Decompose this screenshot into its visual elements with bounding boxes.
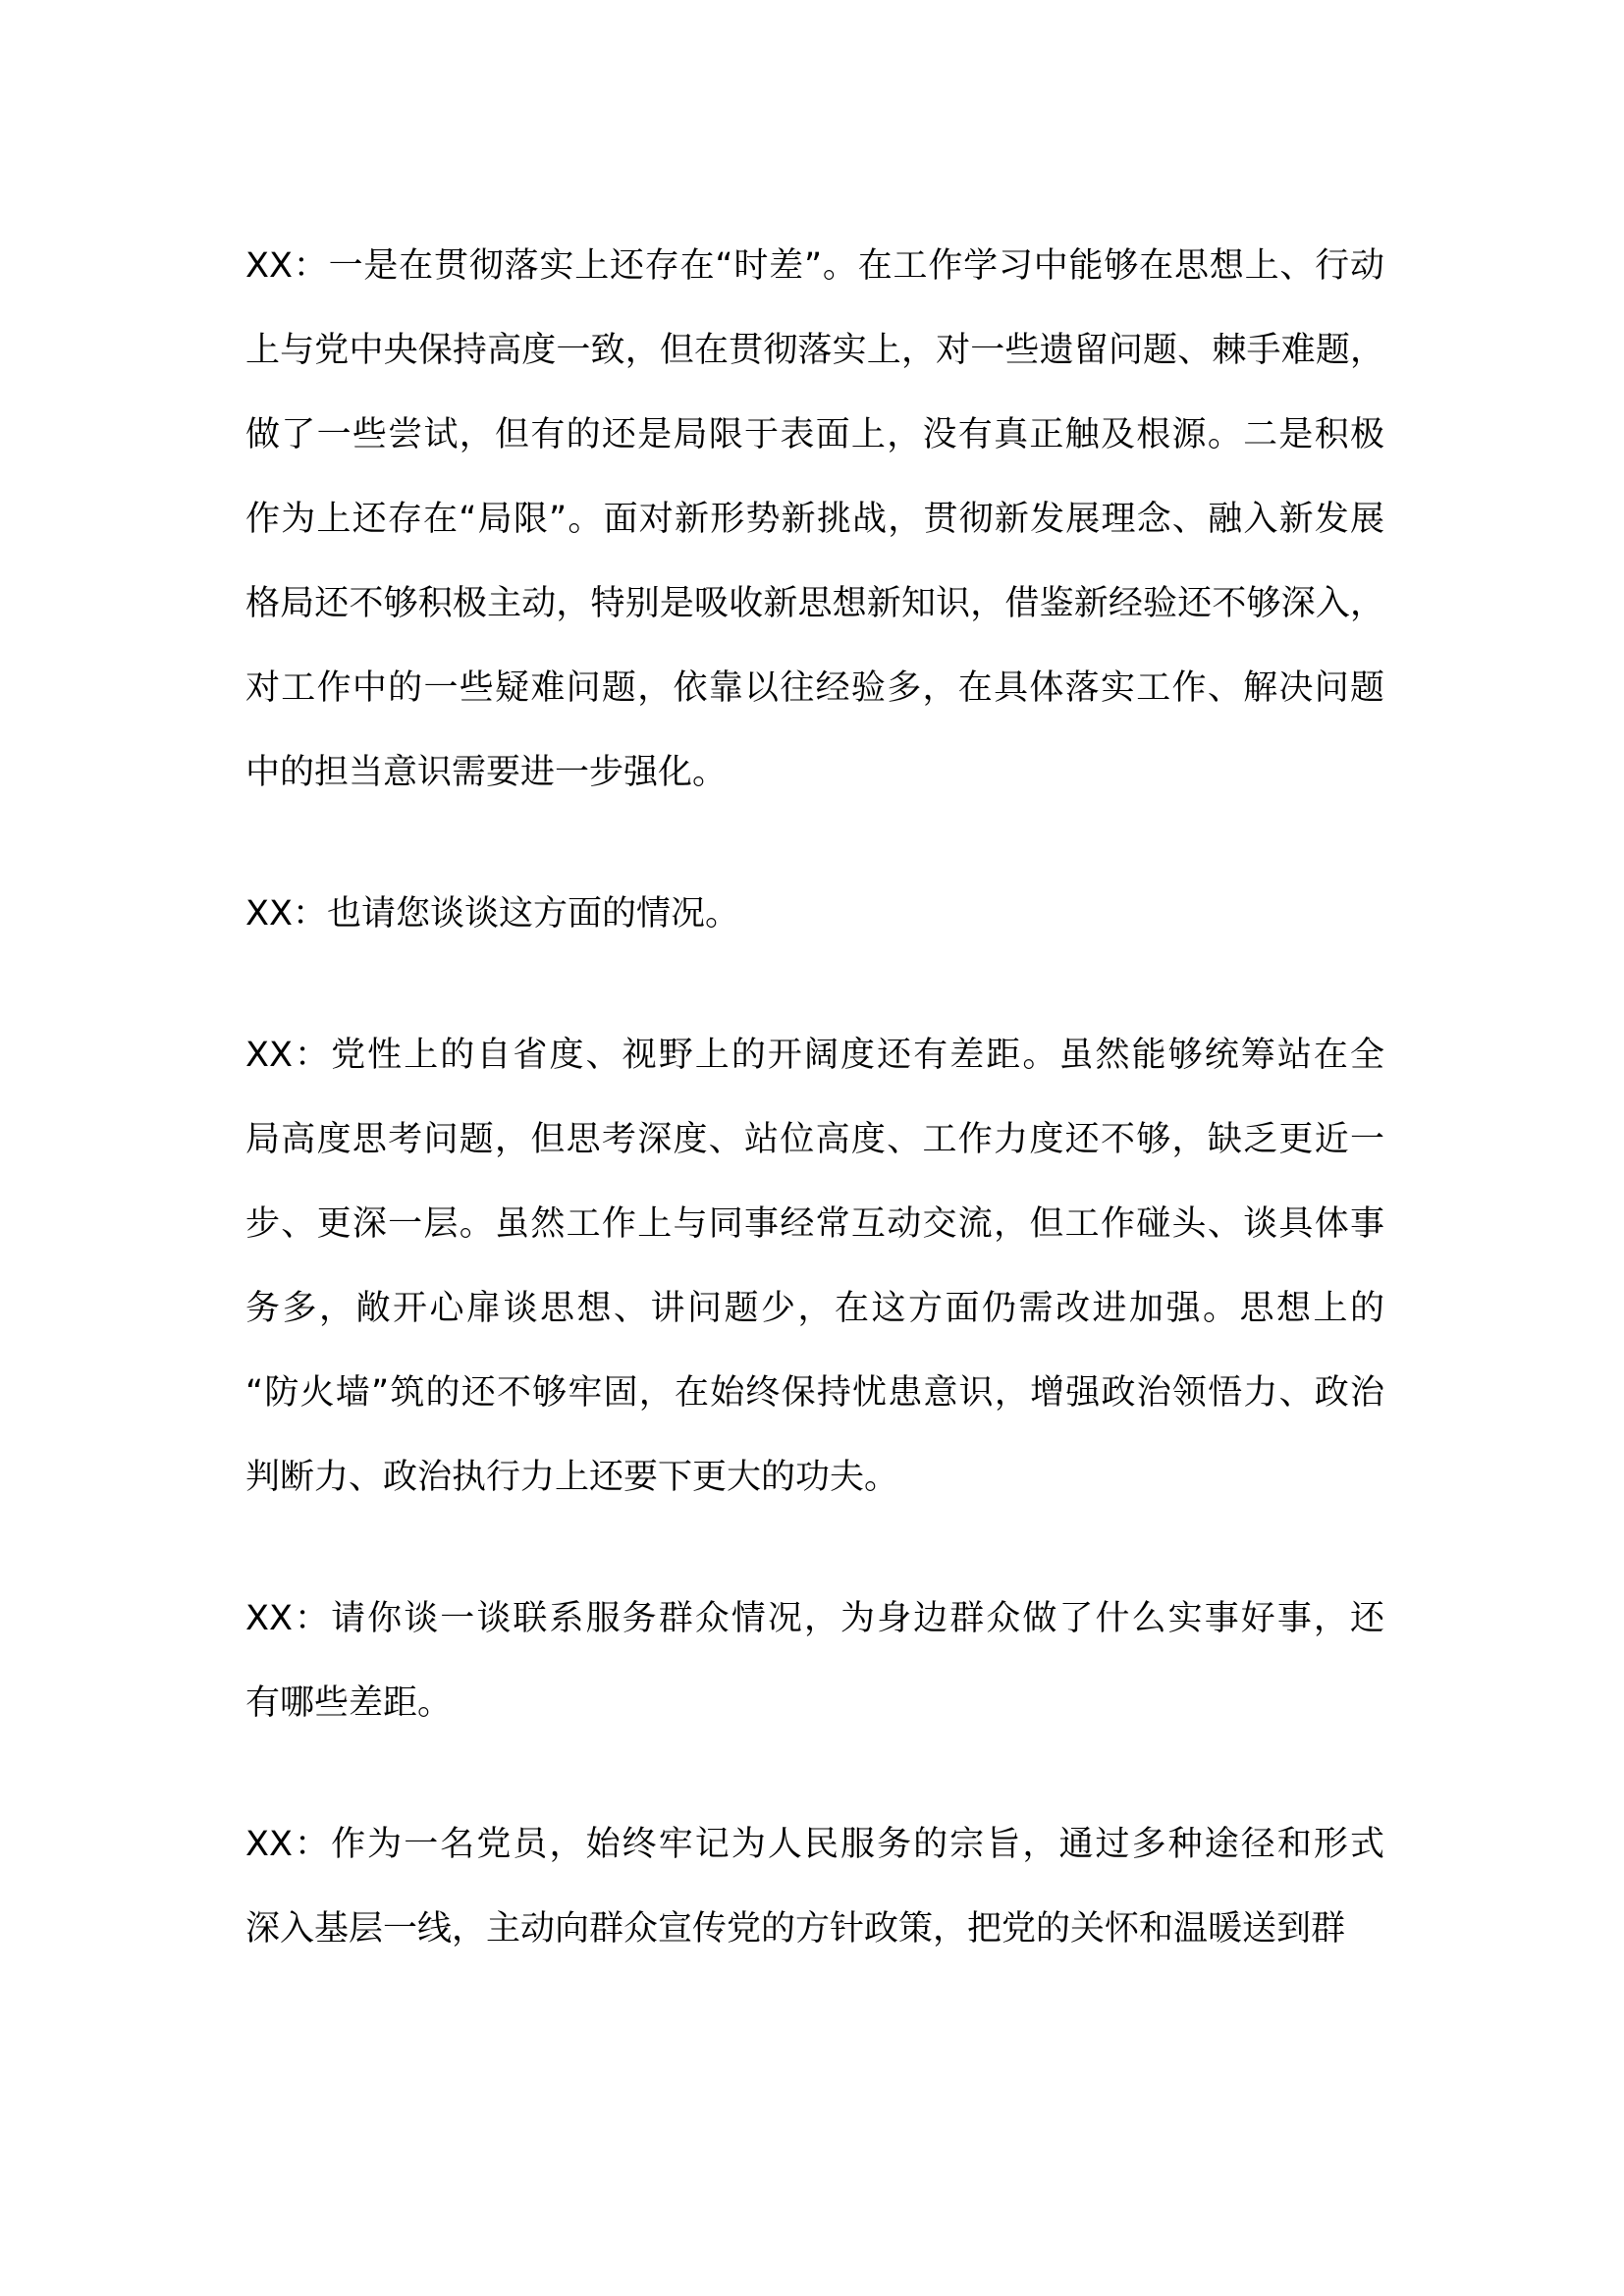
paragraph (245, 224, 1384, 815)
paragraph (245, 872, 1384, 956)
paragraph-line: 步、更深一层。虽然工作上与同事经常互动交流，但工作碰头、谈具体事 (245, 1204, 1384, 1244)
paragraph-line: 做了一些尝试，但有的还是局限于表面上，没有真正触及根源。二是积极 (245, 415, 1384, 454)
paragraph (245, 1013, 1384, 1520)
paragraph-line: 中的担当意识需要进一步强化。 (245, 753, 728, 792)
paragraph-line: XX：作为一名党员，始终牢记为人民服务的宗旨，通过多种途径和形式 (245, 1825, 1384, 1864)
paragraph-line: XX：一是在贯彻落实上还存在“时差”。在工作学习中能够在思想上、行动 (245, 246, 1384, 286)
paragraph-line: 深入基层一线，主动向群众宣传党的方针政策，把党的关怀和温暖送到群 (245, 1909, 1346, 1949)
paragraph-line: 对工作中的一些疑难问题，依靠以往经验多，在具体落实工作、解决问题 (245, 668, 1384, 708)
paragraph (245, 1802, 1384, 1971)
paragraph-line: 判断力、政治执行力上还要下更大的功夫。 (245, 1458, 899, 1497)
paragraph-line: 格局还不够积极主动，特别是吸收新思想新知识，借鉴新经验还不够深入， (245, 584, 1384, 623)
paragraph-line: XX：党性上的自省度、视野上的开阔度还有差距。虽然能够统筹站在全 (245, 1036, 1384, 1075)
paragraph-line: 局高度思考问题，但思考深度、站位高度、工作力度还不够，缺乏更近一 (245, 1120, 1384, 1159)
paragraph-line: “防火墙”筑的还不够牢固，在始终保持忧患意识，增强政治领悟力、政治 (245, 1373, 1384, 1413)
paragraph-line: XX：请你谈一谈联系服务群众情况，为身边群众做了什么实事好事，还 (245, 1599, 1384, 1638)
paragraph-line: 上与党中央保持高度一致，但在贯彻落实上，对一些遗留问题、棘手难题， (245, 331, 1384, 370)
paragraph (245, 1576, 1384, 1745)
paragraph-line: XX：也请您谈谈这方面的情况。 (245, 894, 739, 934)
document-body (245, 224, 1384, 2028)
paragraph-line: 有哪些差距。 (245, 1683, 453, 1723)
paragraph-line: 务多，敞开心扉谈思想、讲问题少，在这方面仍需改进加强。思想上的 (245, 1289, 1384, 1328)
paragraph-line: 作为上还存在“局限”。面对新形势新挑战，贯彻新发展理念、融入新发展 (245, 500, 1384, 539)
